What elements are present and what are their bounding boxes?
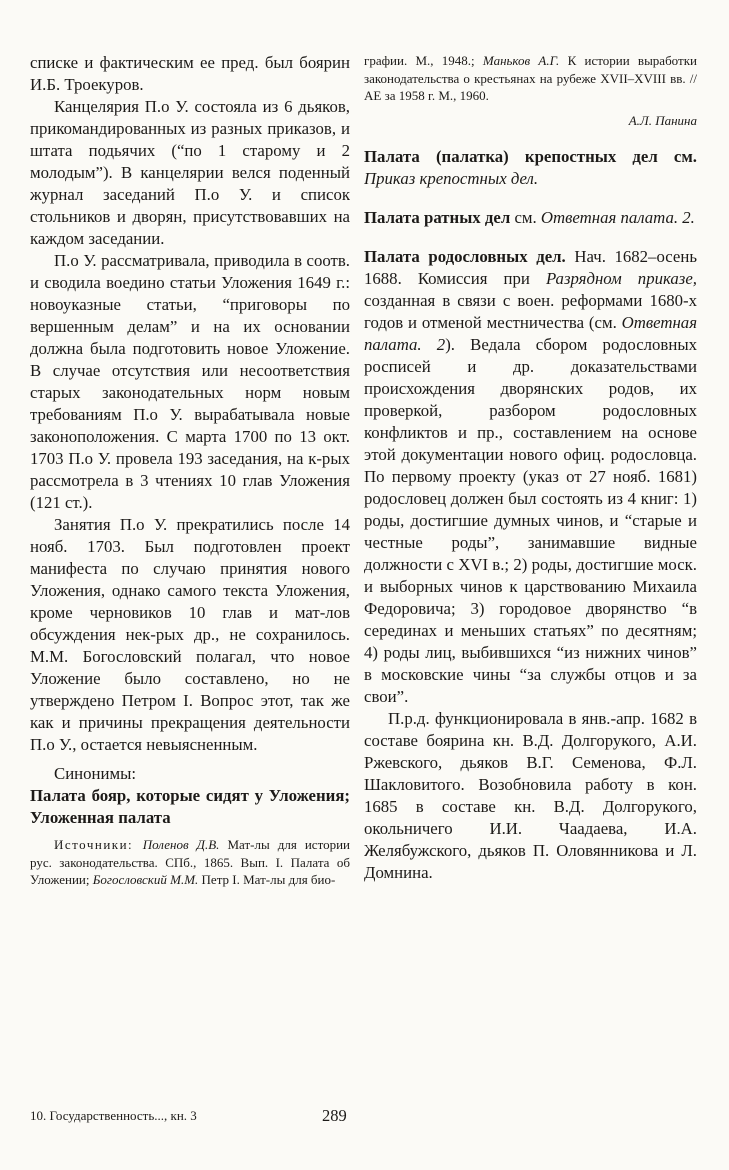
author-signature bbox=[364, 112, 697, 130]
text-run: см. bbox=[510, 208, 541, 227]
text-run: графии. М., 1948.; bbox=[364, 53, 483, 68]
paragraph-chancellery bbox=[30, 96, 350, 250]
text-run: Петр I. Мат-лы для био- bbox=[198, 872, 336, 887]
text-run: К истории выработки законодательства о крестьянах на рубеже XVII–XVIII вв. // АЕ за 1958 г. М., 1960. bbox=[364, 53, 697, 103]
page-number: 289 bbox=[322, 1106, 347, 1125]
paragraph-continuation bbox=[30, 52, 350, 96]
text-run: списке и фактическим ее пред. был боярин И.Б. Троекуров. bbox=[30, 53, 350, 94]
text-run: П.р.д. функционировала в янв.-апр. 1682 в составе боярина кн. В.Д. Долгорукого, А.И. Ржевского, дьяков В.Г. Семенова, Ф.Л. Шакловитого. Возобновила работу в кон. 1685 в составе кн. В.Д. Долгорукого, окольничего И.И. Чаадаева, И.А. Желябужского, дьяков П. Оловянникова и Л. Домнина. bbox=[364, 709, 697, 882]
left-column bbox=[30, 52, 350, 1100]
bold-text: Палата бояр, которые сидят у Уложения; Уложенная палата bbox=[30, 786, 350, 827]
italic-text: Разрядном приказе, bbox=[545, 269, 697, 288]
text-run: ). Ведала сбором родословных росписей и др. доказательствами происхождения дворянских родов, их проверкой, разбором родословных конфликтов и пр., составлением на основе этой документации нового офиц. родословца. По первому проекту (указ от 27 нояб. 1681) родословец должен был состоять из 4 книг: 1) роды, достигшие думных чинов, и “старые и честные роды”, занимавшие видные должности с XVI в.; 2) роды, достигшие моск. и выборных чинов к царствованию Михаила Федоровича; 3) городовое дворянство “в серединах и меньших статьях” по десятням; 4) роды лиц, выбившихся “из нижних чинов” в московские чины “за службы отцов и за свои”. bbox=[364, 335, 697, 706]
text-run: созданная в связи с воен. реформами 1680-х годов и отменой местничества (см. bbox=[364, 291, 697, 332]
text-run: П.о У. рассматривала, приводила в соотв. и сводила воедино статьи Уложения 1649 г.: новоуказные статьи, “приговоры по вершенным делам” и на их основании должна была подготовить новое Уложение. В случае отсутствия или несоответствия старых законодательных норм новым требованиям П.о У. вырабатывала новые законоположения. С марта 1700 по 13 окт. 1703 П.о У. провела 193 заседания, на к-рых рассмотрела в 3 чтениях 10 глав Уложения (121 ст.). bbox=[30, 251, 350, 512]
text-run: Мат-лы для истории рус. законодательства. СПб., 1865. Вып. I. Палата об Уложении; bbox=[30, 837, 350, 887]
italic-text: Маньков А.Г. bbox=[482, 53, 560, 68]
italic-text: Ответная палата. 2 bbox=[364, 313, 697, 354]
text-run: Занятия П.о У. прекратились после 14 нояб. 1703. Был подготовлен проект манифеста по случаю принятия нового Уложения, однако самого текста Уложения, кроме черновиков 10 глав и мат-лов обсуждения нек-рых др., не сохранилось. М.М. Богословский полагал, что новое Уложение было составлено, но не утверждено Петром I. Вопрос этот, так же как и причины прекращения деятельности П.о У., остается невыясненным. bbox=[30, 515, 350, 754]
paragraph-ending bbox=[30, 514, 350, 756]
italic-text: Богословский М.М. bbox=[92, 872, 199, 887]
synonyms-label bbox=[30, 763, 350, 785]
text-run: Канцелярия П.о У. состояла из 6 дьяков, прикомандированных из разных приказов, и штата подьячих (“по 1 старому и 2 молодым”). В канцелярии велся поденный журнал заседаний П.о У. и список стольников и дворян, присутствовавших на каждом заседании. bbox=[30, 97, 350, 248]
spaced-text: Источники: bbox=[54, 837, 143, 852]
synonyms-text bbox=[30, 785, 350, 829]
text-run: Синонимы: bbox=[54, 764, 137, 783]
entry-palata-krepostnyh-del bbox=[364, 146, 697, 190]
paragraph-activity bbox=[30, 250, 350, 514]
bold-text: Палата родословных дел. bbox=[364, 247, 566, 266]
italic-text: Приказ крепостных дел. bbox=[364, 169, 539, 188]
sources-continuation bbox=[364, 52, 697, 105]
right-column bbox=[364, 52, 697, 1100]
bold-text: Палата ратных дел bbox=[364, 208, 511, 227]
italic-text: А.Л. Панина bbox=[628, 112, 697, 128]
sources-paragraph bbox=[30, 836, 350, 889]
text-run: Нач. 1682–осень 1688. Комиссия при bbox=[364, 247, 697, 288]
entry-palata-rodoslovnyh-del bbox=[364, 246, 697, 708]
italic-text: Поленов Д.В. bbox=[142, 837, 220, 852]
page-footer bbox=[30, 1106, 697, 1132]
bold-text: Палата (палатка) крепостных дел см. bbox=[364, 147, 697, 166]
paragraph-prd-functioning bbox=[364, 708, 697, 884]
italic-text: Ответная палата. 2. bbox=[540, 208, 695, 227]
footer-book-label: 10. Государственность..., кн. 3 bbox=[30, 1108, 197, 1123]
entry-palata-ratnyh-del bbox=[364, 207, 697, 229]
text-columns bbox=[30, 52, 697, 1100]
